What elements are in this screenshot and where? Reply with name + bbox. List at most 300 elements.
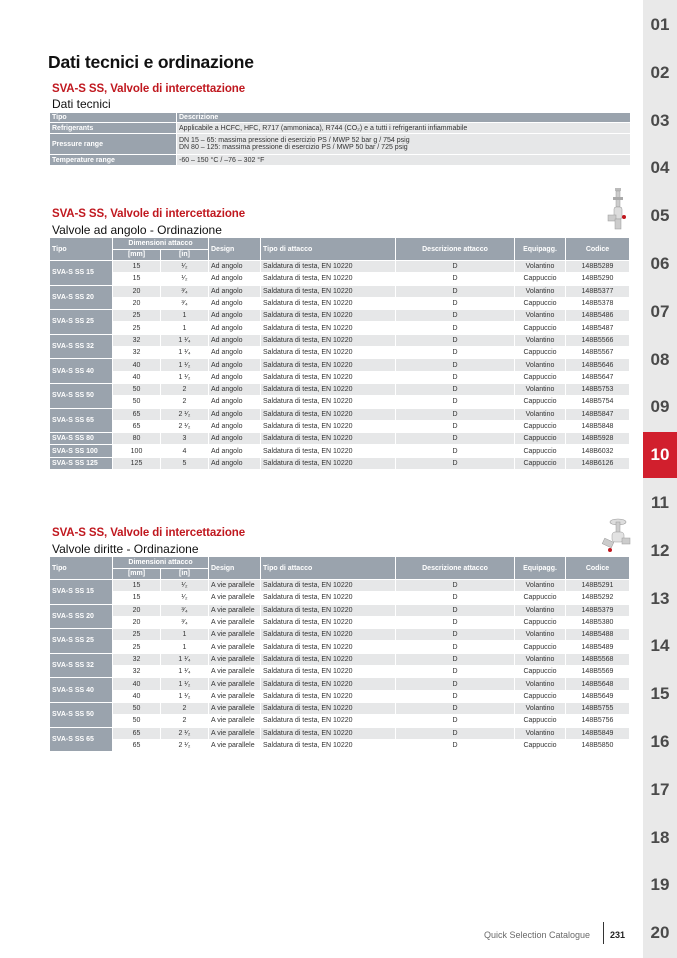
equipment: Volantino [515,678,566,690]
size-mm: 65 [113,409,161,421]
equipment: Cappuccio [515,641,566,653]
table-row [50,286,630,298]
equipment: Volantino [515,580,566,592]
header-mm: [mm] [113,250,161,262]
connection-type: Saldatura di testa, EN 10220 [261,445,396,457]
design: A vie parallele [209,728,261,740]
size-mm: 20 [113,286,161,298]
design: Ad angolo [209,384,261,396]
size-in: 3 [161,433,209,445]
connection-description: D [396,372,515,384]
section3-subtitle: Valvole diritte - Ordinazione [52,542,199,556]
size-mm: 15 [113,273,161,285]
header-connection-size: Dimensioni attacco [113,557,209,569]
header-connection-description: Descrizione attacco [396,557,515,580]
chapter-tab-17[interactable]: 17 [650,779,670,799]
connection-description: D [396,335,515,347]
valve-type: SVA-S SS 32 [50,335,113,360]
valve-type: SVA-S SS 15 [50,261,113,286]
table-row [50,384,630,396]
design: A vie parallele [209,641,261,653]
connection-description: D [396,396,515,408]
equipment: Volantino [515,335,566,347]
design: A vie parallele [209,703,261,715]
size-in: 1 [161,641,209,653]
design: Ad angolo [209,433,261,445]
connection-description: D [396,433,515,445]
angle-valves-order-table [50,238,630,470]
table-row [50,433,630,445]
size-in: 1 ¹⁄₂ [161,359,209,371]
equipment: Cappuccio [515,322,566,334]
order-code: 148B5569 [566,666,630,678]
tech-value-line: DN 80 – 125: massima pressione di esercizio PS / MWP 50 bar / 725 psig [179,144,408,151]
table-row [50,592,630,604]
connection-description: D [396,728,515,740]
connection-description: D [396,605,515,617]
chapter-tab-07[interactable]: 07 [650,301,670,321]
tech-key: Temperature range [50,155,177,166]
chapter-tab-03[interactable]: 03 [650,110,670,130]
size-mm: 25 [113,322,161,334]
order-code: 148B5567 [566,347,630,359]
connection-type: Saldatura di testa, EN 10220 [261,654,396,666]
order-code: 148B5488 [566,629,630,641]
chapter-tab-06[interactable]: 06 [650,254,670,273]
order-code: 148B5289 [566,261,630,273]
header-code: Codice [566,557,630,580]
connection-type: Saldatura di testa, EN 10220 [261,273,396,285]
connection-description: D [396,421,515,433]
header-design: Design [209,238,261,261]
straight-valves-order-table [50,557,630,752]
size-in: 2 [161,703,209,715]
connection-description: D [396,322,515,334]
connection-description: D [396,617,515,629]
valve-type: SVA-S SS 125 [50,458,113,470]
size-in: ¹⁄₂ [161,261,209,273]
order-code: 148B5928 [566,433,630,445]
tech-header-type: Tipo [50,113,177,123]
design: A vie parallele [209,654,261,666]
technical-data-table [50,113,630,166]
header-type: Tipo [50,238,113,261]
angle-valve-icon [606,187,630,231]
connection-type: Saldatura di testa, EN 10220 [261,261,396,273]
order-code: 148B5647 [566,372,630,384]
order-code: 148B6032 [566,445,630,457]
equipment: Cappuccio [515,740,566,752]
connection-description: D [396,703,515,715]
order-code: 148B5848 [566,421,630,433]
connection-type: Saldatura di testa, EN 10220 [261,580,396,592]
chapter-tab-13[interactable]: 13 [650,588,670,608]
valve-type: SVA-S SS 65 [50,409,113,434]
size-mm: 40 [113,691,161,703]
size-in: 5 [161,458,209,470]
order-code: 148B5487 [566,322,630,334]
equipment: Cappuccio [515,372,566,384]
table-row [50,322,630,334]
size-in: 1 ¹⁄₄ [161,666,209,678]
size-mm: 65 [113,740,161,752]
size-in: 1 ¹⁄₂ [161,678,209,690]
size-in: 1 ¹⁄₂ [161,372,209,384]
header-mm: [mm] [113,569,161,581]
table-row [50,273,630,285]
header-connection-type: Tipo di attacco [261,238,396,261]
table-row [50,445,630,457]
design: Ad angolo [209,347,261,359]
connection-type: Saldatura di testa, EN 10220 [261,740,396,752]
table-row [50,641,630,653]
footer-catalogue-name: Quick Selection Catalogue [484,930,591,940]
order-code: 148B6126 [566,458,630,470]
size-mm: 15 [113,580,161,592]
order-code: 148B5753 [566,384,630,396]
design: A vie parallele [209,666,261,678]
order-code: 148B5291 [566,580,630,592]
header-connection-size: Dimensioni attacco [113,238,209,250]
order-code: 148B5379 [566,605,630,617]
size-mm: 80 [113,433,161,445]
connection-description: D [396,629,515,641]
table-row [50,703,630,715]
size-in: ¹⁄₂ [161,273,209,285]
table-row [50,409,630,421]
connection-description: D [396,347,515,359]
design: A vie parallele [209,580,261,592]
connection-description: D [396,691,515,703]
chapter-tab-15[interactable]: 15 [650,684,670,704]
valve-type: SVA-S SS 20 [50,605,113,630]
connection-description: D [396,445,515,457]
connection-type: Saldatura di testa, EN 10220 [261,298,396,310]
connection-description: D [396,641,515,653]
table-row [50,396,630,408]
size-in: 2 ¹⁄₂ [161,740,209,752]
page-number: 231 [610,930,626,940]
chapter-tab-01[interactable]: 01 [650,15,670,34]
connection-type: Saldatura di testa, EN 10220 [261,310,396,322]
equipment: Cappuccio [515,298,566,310]
connection-type: Saldatura di testa, EN 10220 [261,396,396,408]
order-code: 148B5292 [566,592,630,604]
connection-description: D [396,261,515,273]
chapter-tab-14[interactable]: 14 [650,636,670,656]
design: Ad angolo [209,445,261,457]
section2-title: SVA-S SS, Valvole di intercettazione [52,208,246,220]
order-code: 148B5756 [566,715,630,727]
header-in: [in] [161,250,209,262]
design: Ad angolo [209,421,261,433]
valve-type: SVA-S SS 100 [50,445,113,457]
connection-type: Saldatura di testa, EN 10220 [261,617,396,629]
table-row [50,715,630,727]
tech-value: -60 – 150 °C / –76 – 302 °F [177,155,630,166]
size-in: 2 ¹⁄₂ [161,728,209,740]
equipment: Cappuccio [515,458,566,470]
valve-type: SVA-S SS 32 [50,654,113,679]
size-mm: 50 [113,703,161,715]
size-mm: 25 [113,641,161,653]
size-in: 1 [161,322,209,334]
size-mm: 50 [113,384,161,396]
chapter-tab-05[interactable]: 05 [650,206,670,226]
valve-type: SVA-S SS 50 [50,703,113,728]
connection-type: Saldatura di testa, EN 10220 [261,666,396,678]
valve-type: SVA-S SS 80 [50,433,113,445]
order-code: 148B5648 [566,678,630,690]
equipment: Volantino [515,359,566,371]
header-in: [in] [161,569,209,581]
tech-key: Pressure range [50,134,177,155]
table-row [50,654,630,666]
chapter-tab-20[interactable]: 20 [650,923,670,943]
size-mm: 32 [113,335,161,347]
design: A vie parallele [209,605,261,617]
size-mm: 100 [113,445,161,457]
size-in: ³⁄₄ [161,298,209,310]
chapter-tab-19[interactable]: 19 [650,875,670,895]
order-code: 148B5849 [566,728,630,740]
section3-title: SVA-S SS, Valvole di intercettazione [52,527,246,539]
size-mm: 15 [113,592,161,604]
header-connection-description: Descrizione attacco [396,238,515,261]
size-in: 2 [161,384,209,396]
table-row [50,458,630,470]
equipment: Cappuccio [515,273,566,285]
tech-header-description: Descrizione [177,113,630,123]
design: A vie parallele [209,617,261,629]
equipment: Cappuccio [515,617,566,629]
order-code: 148B5755 [566,703,630,715]
size-mm: 20 [113,298,161,310]
equipment: Cappuccio [515,421,566,433]
table-row [50,359,630,371]
connection-description: D [396,666,515,678]
connection-description: D [396,409,515,421]
table-row [50,298,630,310]
connection-description: D [396,384,515,396]
connection-description: D [396,715,515,727]
connection-type: Saldatura di testa, EN 10220 [261,384,396,396]
size-in: ³⁄₄ [161,286,209,298]
size-mm: 20 [113,605,161,617]
design: Ad angolo [209,298,261,310]
chapter-tab-08[interactable]: 08 [650,349,670,369]
size-mm: 40 [113,372,161,384]
tech-key: Refrigerants [50,123,177,134]
header-connection-type: Tipo di attacco [261,557,396,580]
size-mm: 25 [113,629,161,641]
design: Ad angolo [209,372,261,384]
header-type: Tipo [50,557,113,580]
order-code: 148B5377 [566,286,630,298]
connection-type: Saldatura di testa, EN 10220 [261,678,396,690]
connection-description: D [396,286,515,298]
connection-type: Saldatura di testa, EN 10220 [261,433,396,445]
table-row [50,617,630,629]
connection-type: Saldatura di testa, EN 10220 [261,322,396,334]
design: Ad angolo [209,359,261,371]
order-code: 148B5290 [566,273,630,285]
design: Ad angolo [209,310,261,322]
connection-type: Saldatura di testa, EN 10220 [261,641,396,653]
design: Ad angolo [209,273,261,285]
order-code: 148B5380 [566,617,630,629]
size-mm: 50 [113,715,161,727]
design: A vie parallele [209,592,261,604]
order-code: 148B5486 [566,310,630,322]
chapter-tab-04[interactable]: 04 [650,158,670,178]
design: Ad angolo [209,335,261,347]
order-code: 148B5489 [566,641,630,653]
table-row [50,691,630,703]
size-in: 1 ¹⁄₄ [161,654,209,666]
equipment: Volantino [515,605,566,617]
size-mm: 25 [113,310,161,322]
design: Ad angolo [209,261,261,273]
chapter-tab-02[interactable]: 02 [650,62,670,82]
connection-description: D [396,298,515,310]
size-mm: 125 [113,458,161,470]
connection-description: D [396,580,515,592]
tech-value: Applicabile a HCFC, HFC, R717 (ammoniaca), R744 (CO₂) e a tutti i refrigeranti infiammabile [177,123,630,134]
section2-subtitle: Valvole ad angolo - Ordinazione [52,223,222,237]
size-mm: 15 [113,261,161,273]
connection-type: Saldatura di testa, EN 10220 [261,691,396,703]
connection-type: Saldatura di testa, EN 10220 [261,421,396,433]
size-in: 1 ¹⁄₄ [161,335,209,347]
connection-type: Saldatura di testa, EN 10220 [261,286,396,298]
connection-type: Saldatura di testa, EN 10220 [261,605,396,617]
connection-type: Saldatura di testa, EN 10220 [261,592,396,604]
connection-description: D [396,654,515,666]
equipment: Volantino [515,310,566,322]
size-in: ³⁄₄ [161,605,209,617]
size-in: 4 [161,445,209,457]
size-mm: 50 [113,396,161,408]
equipment: Cappuccio [515,592,566,604]
connection-description: D [396,592,515,604]
size-mm: 40 [113,359,161,371]
table-row [50,580,630,592]
design: A vie parallele [209,715,261,727]
order-code: 148B5850 [566,740,630,752]
equipment: Cappuccio [515,433,566,445]
design: Ad angolo [209,409,261,421]
valve-type: SVA-S SS 40 [50,359,113,384]
equipment: Cappuccio [515,666,566,678]
table-row [50,310,630,322]
order-code: 148B5378 [566,298,630,310]
connection-type: Saldatura di testa, EN 10220 [261,347,396,359]
table-row [50,629,630,641]
size-mm: 65 [113,421,161,433]
equipment: Volantino [515,286,566,298]
connection-description: D [396,310,515,322]
header-equipment: Equipagg. [515,238,566,261]
size-in: 1 [161,310,209,322]
equipment: Volantino [515,654,566,666]
size-in: ¹⁄₂ [161,580,209,592]
size-in: 2 [161,396,209,408]
order-code: 148B5649 [566,691,630,703]
equipment: Cappuccio [515,691,566,703]
order-code: 148B5646 [566,359,630,371]
size-in: 2 ¹⁄₂ [161,409,209,421]
design: A vie parallele [209,740,261,752]
connection-type: Saldatura di testa, EN 10220 [261,409,396,421]
size-in: 2 ¹⁄₂ [161,421,209,433]
chapter-tab-10[interactable]: 10 [643,432,677,478]
chapter-tab-11[interactable]: 11 [651,493,669,512]
connection-description: D [396,678,515,690]
chapter-tab-18[interactable]: 18 [650,827,670,847]
page-title: Dati tecnici e ordinazione [48,52,254,72]
connection-description: D [396,273,515,285]
equipment: Volantino [515,728,566,740]
equipment: Volantino [515,409,566,421]
order-code: 148B5754 [566,396,630,408]
table-row [50,347,630,359]
chapter-tab-09[interactable]: 09 [650,397,670,417]
design: A vie parallele [209,691,261,703]
size-mm: 20 [113,617,161,629]
size-mm: 32 [113,654,161,666]
size-in: ¹⁄₂ [161,592,209,604]
equipment: Cappuccio [515,396,566,408]
table-row [50,605,630,617]
section1-title: SVA-S SS, Valvole di intercettazione [52,83,246,95]
design: A vie parallele [209,629,261,641]
table-row [50,728,630,740]
valve-type: SVA-S SS 20 [50,286,113,311]
connection-description: D [396,740,515,752]
section1-subtitle: Dati tecnici [52,97,111,111]
size-in: ³⁄₄ [161,617,209,629]
chapter-tab-16[interactable]: 16 [650,732,670,751]
connection-type: Saldatura di testa, EN 10220 [261,335,396,347]
size-in: 1 [161,629,209,641]
table-row [50,261,630,273]
table-row [50,335,630,347]
size-in: 1 ¹⁄₄ [161,347,209,359]
tech-value [177,134,630,155]
valve-type: SVA-S SS 65 [50,728,113,753]
chapter-tab-12[interactable]: 12 [650,540,670,560]
size-mm: 40 [113,678,161,690]
equipment: Volantino [515,384,566,396]
order-code: 148B5566 [566,335,630,347]
header-equipment: Equipagg. [515,557,566,580]
connection-type: Saldatura di testa, EN 10220 [261,703,396,715]
connection-type: Saldatura di testa, EN 10220 [261,728,396,740]
chapter-tab-strip [643,0,677,958]
size-mm: 65 [113,728,161,740]
valve-type: SVA-S SS 15 [50,580,113,605]
order-code: 148B5847 [566,409,630,421]
design: Ad angolo [209,396,261,408]
equipment: Volantino [515,261,566,273]
size-in: 1 ¹⁄₂ [161,691,209,703]
table-row [50,372,630,384]
design: A vie parallele [209,678,261,690]
connection-description: D [396,458,515,470]
connection-description: D [396,359,515,371]
table-row [50,666,630,678]
